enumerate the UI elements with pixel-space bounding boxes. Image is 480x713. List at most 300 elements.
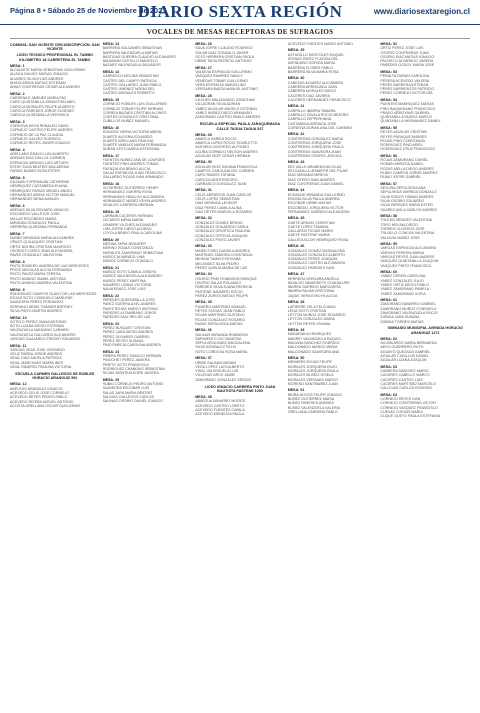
mesa-title: MESA: 42 <box>287 132 305 137</box>
mesa-title: MESA: 36 <box>195 328 212 333</box>
vocal-name: TRUJILLO CONCHA VALENTINA <box>380 231 435 236</box>
vocal-name: CALLEJAS CARLOS RODRIGO <box>380 386 433 391</box>
vocal-name: CONTRERAS JORQUERA JOSE <box>287 140 342 145</box>
vocal-name: VALENZUELA MANZANO CARMEN <box>10 328 69 333</box>
vocal-name: CARRILLO IBARRA TAMARA <box>287 108 336 113</box>
mesa-title: MESA: 47 <box>287 272 305 277</box>
vocal-name: GONZALEZ GOMEZ BRUNO <box>195 220 243 225</box>
vocal-name: CORTES GONZALEZ CRISTOBAL <box>102 115 160 120</box>
mesa-title: MESA: 58 <box>380 214 397 219</box>
vocal-name: SALINAS MIRANDA ROBINSON <box>195 332 248 337</box>
mesa-block <box>195 42 285 63</box>
vocal-name: LAPIERRE VELA FELICIANO <box>287 304 336 309</box>
vocal-name: ARIAS CONTRERAS CESAR ALEJANDRO <box>10 85 81 90</box>
vocal-name: SEPULVEDA BAEZ MAGDALENA <box>195 341 251 346</box>
vocal-name: PAVEZ GUERRA AXEL ANDRES <box>102 302 156 307</box>
mesa-block <box>10 176 100 202</box>
vocal-name: PINTO ANDINO ISABEL ANTONIA <box>10 276 66 281</box>
vocal-name: CORDOVA MOYA RENALDO DAVID <box>10 124 69 129</box>
mesa-block <box>288 48 378 74</box>
mesa-title: MESA: 12 <box>10 382 27 387</box>
mesa-block <box>380 242 470 268</box>
mesa-block <box>380 70 470 96</box>
vocal-name: NAVIA ERAZO JOSE LUIS <box>102 287 146 292</box>
vocal-name: HERNANDEZ GUERRA ROSA <box>102 190 153 195</box>
vocal-name: VARGAS VEAS JOSE GERARDO <box>10 347 65 352</box>
mesa-block <box>103 126 193 152</box>
vocal-name: ZUÑIGA TORRES MATIAS <box>380 319 424 324</box>
vocal-name: VILLAGRAN SILVA ADRIAN <box>195 102 241 107</box>
vocal-name: GAETE LOPEZ TAMARA <box>287 224 329 229</box>
column-4 <box>288 42 378 707</box>
vocal-name: PAREDES SILVA JUANA PATRICIA <box>195 285 253 290</box>
vocal-name: RODRIGUEZ CRUZ FRANCISCO <box>380 147 436 152</box>
vocal-name: ACUÑA ARCE MARIA BERNARDA <box>380 341 437 346</box>
vocal-name: PACHECO ALVARADO JAVIERA <box>380 59 434 64</box>
vocal-name: PERALTA DURAN CAROLINA <box>380 74 430 79</box>
vocal-name: MEDINA TAPIA JENNIFER <box>102 242 146 247</box>
vocal-name: AGUILAR ISOR DAYANA FRANCISCA <box>195 164 258 169</box>
vocal-name: LEYTON GONZALEZ MARIA <box>287 317 335 322</box>
vocal-name: REYES SOCIAS JUAN PABLO <box>195 308 246 313</box>
vocal-name: BARRERA FLORES PABLO <box>287 65 334 70</box>
vocal-name: SILVA GODOY FABIAN ANDRES <box>380 194 434 199</box>
mesa-title: MESA: 8 <box>10 259 25 264</box>
vocal-name: CORNEJO ROBLES LUIS GUILLERMO <box>102 102 167 107</box>
vocal-name: MADRID VALENZUELA RAQUEL <box>287 336 342 341</box>
vocal-name: CUBILLOS NUÑEZ MANUEL <box>102 119 150 124</box>
vocal-name: ALCAIASTE MARIA SEBASTIAN GUILLERMO <box>10 68 86 73</box>
mesa-title: MESA: 59 <box>380 242 397 247</box>
vocal-name: PEREZ ZURITA MATIAS FELIPE <box>195 293 249 298</box>
vocal-name: BAZAES VALENZUELA SALVADOR <box>102 63 161 68</box>
vocal-name: MARTINEZ ZAMORA CONSTANZA <box>195 252 253 257</box>
vocal-name: QUINTANILLA MUÑOZ MARCO <box>380 115 433 120</box>
vocal-name: DELGADILLA JENNIFER DEL PILAR <box>287 168 348 173</box>
mesa-block <box>103 210 193 236</box>
vocal-name: IBARRA GARRIDO MARGARITA <box>287 285 341 290</box>
vocal-name: VALDIVIA ESPINOZA GUILLERMO <box>195 69 253 74</box>
vocal-name: VILLEGAS ARCE JAIME <box>195 373 235 378</box>
vocal-name: ESTAY SILVA BEATRIZ MACARENA <box>10 164 69 169</box>
vocal-name: NUÑEZ VALENZUELA VALERIA <box>287 405 340 410</box>
vocal-name: ACEVEDO CASTRO LORETO <box>195 403 245 408</box>
vocal-name: MUÑOZ SOTO CAMILA JOSEFA <box>102 270 156 275</box>
vocal-name: PEREZ LARA DIEGO ANDRES <box>102 330 154 335</box>
vocal-name: LEMAIRE VILCHES ALEJANDRO <box>102 222 158 227</box>
vocal-name: CORDOVA DURAN ANA DEL CARMEN <box>287 125 352 130</box>
mesa-title: MESA: 18 <box>102 181 120 186</box>
vocal-name: CACERES DIAZ JAVIERA <box>287 93 331 98</box>
vocal-name: ACUÑA CORNEJO NELSON ANDRES <box>195 149 258 154</box>
vocal-name: IBARRA PALMA CRISTOBAL <box>287 289 335 294</box>
vocal-name: ALVAREZ SILVA ELIAS ANDRES <box>10 76 64 81</box>
vocal-name: NUÑEZ PAREDES ANDREA <box>287 401 334 406</box>
vocal-name: SUAREZ AVILA CARLOS ANDRES <box>380 207 438 212</box>
vocal-name: ROMAN ARRATIA DANIEL <box>380 162 424 167</box>
vocal-name: ORTIZ NOHRA CRISTIAN MAURICIO <box>10 244 72 249</box>
vocal-name: AGUILAR ISOR CESAR HERNAN <box>195 154 251 158</box>
vocal-name: CACERES CABELLO MARCO <box>380 373 430 378</box>
vocal-name: SALAS JARA MARIA BEATRIZ <box>102 390 153 395</box>
vocal-name: TOLEDO MENDEZ VALENTINA <box>380 218 432 223</box>
vocal-name: SALDIAS GALLEGOS CARLOS <box>102 394 155 399</box>
mesa-block <box>195 188 285 214</box>
vocal-name: HERNANDEZ ARAYA VICTOR MANUEL <box>10 192 76 197</box>
vocal-name: VALENZUELA GALLARDO ALEJANDRO <box>10 332 76 337</box>
vocal-name: ECHAGUE MIRANDA GUILLERMO <box>287 192 346 197</box>
vocal-name: NAVARRO LIZANA VICTORIA <box>102 282 152 287</box>
vocal-name: HENRIQUEZ FARIAS MIGUEL ANGEL <box>10 188 73 193</box>
vocal-name: PAVEZ ROJAS MARCO ANTONIO <box>102 306 159 311</box>
vocal-name: AEDO GUERRERO RUTH <box>380 345 424 350</box>
vocal-name: PIÑERA PEREZ IGNACIO HERNAN <box>102 353 162 358</box>
vocal-name: MENARES ROJAS FELIPE <box>287 360 332 365</box>
polling-location-heading: GIMNASIO MUNICIPAL AVENIDA HORACIO ARANGUIZ 1271 <box>387 326 463 335</box>
mesa-block <box>103 70 193 96</box>
vocal-name: CACERES CASTRO LUIS <box>380 377 423 382</box>
vocal-name: MUÑOZ CORNEJO GONZALO <box>102 259 153 264</box>
vocal-name: URIBE TAPIA PATRICIO ANTONIO <box>195 59 252 64</box>
mesa-title: MESA: 45 <box>287 216 305 221</box>
vocal-name: REYES PARAQUE ANDRES <box>380 134 427 139</box>
vocal-name: QUINTANILLA HERNANDEZ DANIEL <box>380 119 441 124</box>
mesa-title: MESA: 29 <box>195 132 212 137</box>
vocal-name: SOLAR DIAZ GONZALO JAVIER <box>195 50 249 55</box>
mesa-block <box>10 232 100 258</box>
vocal-name: DIAZ MIRANDA MIREYA <box>287 173 328 178</box>
vocal-name: ACEVEDO REYES PEDRO PABLO <box>10 395 68 400</box>
vocal-name: GUTIERREZ GUTIERREZ HENRY <box>102 186 159 191</box>
vocal-name: YAÑEZ AGUILAR ANGELO ESTEBAN <box>195 106 258 111</box>
vocal-name: HERRERA QUINTANA FERNANDA <box>10 225 68 230</box>
vocal-name: ROJAS GONZALEZ ROSARIO <box>195 317 246 322</box>
vocal-name: ORTIZ PEREZ JOSE LUIS <box>380 46 424 51</box>
vocal-name: SARMIENTO CID VANESSA <box>195 336 242 341</box>
mesa-block <box>195 94 285 120</box>
vocal-name: DIAZ PEREZ CAMILA ALINA <box>195 205 242 210</box>
vocal-name: PAREDES ALTAMIRANO JORGE <box>102 310 157 315</box>
mesa-title: MESA: 28 <box>195 93 212 98</box>
vocal-name: VERA ESPINOZA MARCELINO <box>195 82 247 87</box>
mesa-title: MESA: 35 <box>195 300 212 305</box>
mesa-title: MESA: 39 <box>287 48 305 53</box>
vocal-name: SOTO LIZANA DIEGO ESTEBAN <box>10 324 64 329</box>
mesa-block <box>380 154 470 180</box>
vocal-name: YAÑEZ NUÑEZ DIEGO ARMANDO <box>195 110 253 115</box>
vocal-name: ESCOBAR URIBE MATIAS <box>287 201 332 206</box>
vocal-name: RUBIO SEPULVEDA MATIAS <box>195 321 243 326</box>
vocal-name: ACOSTA ORELLANA OSCAR GUILLERMO <box>10 403 81 408</box>
mesa-title: MESA: 48 <box>287 300 305 305</box>
vocal-name: SOTO HERRERA CRISTIAN PAOLA <box>195 54 255 59</box>
mesa-block <box>195 356 285 382</box>
vocal-name: LEYTON MUÑOZ JOSE EDUARDO <box>287 313 346 318</box>
mesa-block <box>103 238 193 264</box>
mesa-title: MESA: 54 <box>380 97 397 102</box>
vocal-name: FERNANDEZ GARRIDO ALEJANDRA <box>287 209 350 214</box>
vocal-name: FUENTES PINO ANDRES TOMAS <box>102 162 159 167</box>
mesa-block <box>10 64 100 90</box>
vocal-name: CASTRO GALLARDO JUAN PABLO <box>102 82 162 87</box>
vocal-name: ROJAS MONTEALEGRE JAVIERA <box>102 371 159 376</box>
mesa-block <box>288 76 378 102</box>
polling-location-heading: COMUNA: SAN VICENTE CIRCUNSCRIPCIÓN: SAN VICENTE <box>10 42 100 51</box>
vocal-name: ROZAS MELLA DIEGO ANDRES <box>380 166 434 171</box>
vocal-name: MILLAS ESCOBEDO MARIA <box>10 216 57 221</box>
mesa-title: MESA: 50 <box>287 356 305 361</box>
vocal-name: AVENDAÑO GORIGA MARIA <box>287 61 336 66</box>
mesa-block <box>103 294 193 320</box>
mesa-title: MESA: 32 <box>195 216 212 221</box>
vocal-name: AGUILAR LIZANA JOAQUIN <box>380 358 427 363</box>
vocal-name: OPAZO QUILAQUEO CRISTIAN <box>10 240 63 245</box>
mesa-block <box>288 188 378 214</box>
mesa-block <box>380 126 470 152</box>
mesa-title: MESA: 63 <box>380 364 397 369</box>
vocal-name: PINTO ROMERO ANDREA DE LAS MERCEDES <box>10 263 89 268</box>
mesa-block <box>195 133 285 159</box>
vocal-name: CONTRERAS GONZALEZ MARIA <box>287 136 344 141</box>
vocal-name: PRICE MAYOLAS ALICIA FERNANDA <box>10 268 72 273</box>
vocal-name: BARRERA VALENZUELA MATIAS <box>102 50 158 55</box>
vocal-name: ESCOBEDO VALLEJOS JOSE <box>10 212 60 217</box>
vocal-name: MAGAÑA SANCHEZ RODRIGO <box>287 341 340 346</box>
mesa-block <box>10 260 100 286</box>
mesa-block <box>103 42 193 68</box>
vocal-name: CABRERA SANCHEZ MARIO <box>380 369 429 374</box>
vocal-name: ROJAS ZAMORANO DANIEL <box>380 158 429 163</box>
mesa-block <box>103 154 193 180</box>
mesa-title: MESA: 11 <box>10 343 27 348</box>
vocal-name: SILVA PINTO MARTIN ANDRES <box>10 309 62 314</box>
vocal-name: DEL VALLE ARANEDA NICOLAS <box>287 164 342 169</box>
vocal-name: MARIN TORO DANIELA ANDREA <box>195 248 250 253</box>
vocal-name: SERRANO ARIAS THAINER BRITNEY <box>10 304 73 309</box>
mesa-title: MESA: 60 <box>380 270 397 275</box>
vocal-name: HERNANDEZ MENA MANUEL <box>10 197 60 202</box>
vocal-name: RODRIGUEZ PINO ARIEL <box>380 143 423 148</box>
vocal-name: ACEVEDO CELIS JOSE CORNELIO <box>10 390 70 395</box>
vocal-name: CORNEJO TOBAR FELIPE HERNAN <box>102 106 163 111</box>
mesa-block <box>195 300 285 326</box>
vocal-name: CARRASCO GONZALEZ JUAN <box>195 181 247 186</box>
vocal-name: SALINAS OSORIO DANIEL IGNACIO <box>102 399 164 404</box>
vocal-name: CABEZAS ALVAREZ ALEJANDRA <box>287 80 344 85</box>
vocal-name: GALAZ ESPINOZA JUAN FRANCISCO <box>102 171 166 176</box>
vocal-name: ZAMORANO CASTRO PABLO ANDRES <box>195 115 261 120</box>
mesa-block <box>288 160 378 186</box>
mesa-block <box>380 42 470 68</box>
vocal-name: CASTRO JIMENEZ NOEMI DEL <box>102 87 155 92</box>
vocal-name: ARELLANO BRAVO LUIS ALBERTO <box>10 152 69 157</box>
vocal-name: BAUMANN CASTILLO MARCELO <box>102 59 158 64</box>
vocal-name: GONZALEZ PINTO JAVIER <box>195 237 240 242</box>
vocal-name: ARENAS DIAZ DALLOL CARMEN <box>10 156 66 161</box>
vocal-name: CORREA BAZAES CRISTIAN ALONSO <box>102 110 167 115</box>
mesa-title: MESA: 38 <box>195 395 212 400</box>
mesa-title: MESA: 24 <box>102 349 120 354</box>
vocal-name: ACEVEDO MENDOZA PAULA <box>195 412 245 417</box>
mesa-block <box>380 298 470 324</box>
vocal-name: BARRERA GALDAMES SEBASTIAN <box>102 46 162 51</box>
vocal-name: HERNANDEZ NUÑEZ KEVIN ANDRES <box>102 199 166 204</box>
vocal-name: ROJAS MARTINEZ GUSTAVO <box>195 313 245 318</box>
vocal-name: CORNEJO CONTRERAS VICTOR <box>380 401 437 406</box>
vocal-name: VALDIVIA NUÑEZ JOSE <box>380 235 420 240</box>
vocal-name: ABELEDO ARANGUIZ IGNACIO <box>10 386 63 391</box>
vocal-name: VILCHES MALDONADO JONATHAN <box>195 97 255 102</box>
vocal-name: LECAROS MENA MARIA <box>102 218 144 223</box>
vocal-name: ZAMORANO MUÑOZ CONSUELO <box>380 306 437 311</box>
vocal-name: PAREDES DIAZ IRIS DE LAS <box>102 315 151 320</box>
vocal-name: ACEVEDO FUENTES CAMILA <box>195 408 245 413</box>
mesa-block <box>288 104 378 130</box>
divider <box>10 38 470 39</box>
mesa-title: MESA: 53 <box>380 69 397 74</box>
vocal-name: GONZALEZ GOMEZ MAGDALENA <box>287 248 345 253</box>
column-5 <box>380 42 470 707</box>
vocal-name: MUÑOZ ALVARADO LINA <box>102 254 145 259</box>
vocal-name: PINTO PAVEZ MARIA TERESA <box>10 272 61 277</box>
vocal-name: ESCOBEDO JORQUERA VICTOR <box>287 205 344 210</box>
vocal-name: PEREZ QUINTA MARIA DE LAS <box>195 265 248 270</box>
vocal-name: MUÑOZ VALENZUELA ALEJANDRO <box>102 274 163 279</box>
page-date: Página 8 • Sábado 25 de Noviembre de 2023 <box>10 6 167 15</box>
vocal-name: ASTUDILLO MOSTOLES RAQUEL <box>287 52 345 57</box>
vocal-name: JAQUE VERA EVELYN ALICIA <box>287 293 338 298</box>
vocal-name: PAREDES GODOY MARIA JOSE <box>380 63 435 68</box>
vocal-name: MORALES MUÑOZ GISELA <box>287 373 334 378</box>
vocal-name: VEGA LOPEZ LUIS ALBERTO <box>195 364 245 369</box>
polling-location-heading: LICEO TECNICO PROFESIONAL EL TAMBO KILOMETRO 18 CARRETERA EL TAMBO <box>16 53 93 62</box>
vocal-name: ZAMORANO VALENZUELA ROCIO <box>380 310 438 315</box>
vocal-name: RUBIO CORNEJO PEDRO ANTONIO <box>102 381 164 386</box>
mesa-block <box>288 388 378 414</box>
mesa-title: MESA: 55 <box>380 125 397 130</box>
vocal-name: DUQUE GUSTO PAULA ESTEFANIA <box>380 414 441 419</box>
mesa-title: MESA: 9 <box>10 287 25 292</box>
vocal-name: GALLARDO ROJAS IVAN ARMANDO <box>102 175 164 180</box>
vocal-name: FUENTES NUÑEZ ANA DE LOURDES <box>102 158 166 163</box>
mesa-title: MESA: 21 <box>102 265 120 270</box>
mesa-title: MESA: 23 <box>102 321 120 326</box>
website-link[interactable]: www.diariosextaregion.cl <box>373 7 470 16</box>
vocal-name: ABARZUA NAVARRO MOISES <box>195 399 246 404</box>
mesa-title: MESA: 61 <box>380 298 397 303</box>
vocal-name: CARDENAS JIMENEZ MARIA PAZ <box>10 96 67 101</box>
mesa-block <box>10 382 100 408</box>
mesa-block <box>10 288 100 314</box>
mesa-title: MESA: 14 <box>102 69 120 74</box>
vocal-name: PINOCHET PEREZ JAVIERA <box>102 358 150 363</box>
vocal-name: ZUÑIGA JARA SUSANA <box>380 315 420 320</box>
vocal-name: SOTELO PEREZ DIANA ANTONIO <box>10 319 67 324</box>
vocal-name: CARRASCO MOLINA SEBASTIAN <box>102 74 159 79</box>
vocal-name: OSORIO DIAZ MATIAS IGNACIO <box>380 54 435 59</box>
column-1 <box>10 42 100 707</box>
vocal-name: ROJAS PINO CONSTANZA <box>380 138 426 143</box>
vocal-name: VASQUEZ PINTO FRANCISCO <box>380 263 432 268</box>
mesa-block <box>103 98 193 124</box>
vocal-name: ACEVEDO ACEVEDO ALFONSO <box>195 145 250 150</box>
mesa-title: MESA: 22 <box>102 293 120 298</box>
vocal-name: NUÑEZ MIRANDA MARIA ALEJANDRA <box>10 235 74 240</box>
vocal-name: PAVEZ GONZALEZ VALENTINA <box>10 253 63 258</box>
vocal-name: CARO RAMOS TATIANA <box>195 173 236 178</box>
vocal-name: DIAZ REYES MARCELA ROSARIO <box>195 209 253 214</box>
column-3 <box>195 42 285 707</box>
vocal-name: ATENAS PAVEZ PLACIDA DEL <box>287 57 339 62</box>
mesa-title: MESA: 64 <box>380 392 397 397</box>
vocal-name: YAÑEZ CERON CAROLINA <box>380 274 426 279</box>
vocal-name: ARENAS SILVA RICHARD IGNACIO <box>10 207 69 212</box>
mesa-title: MESA: 33 <box>195 244 212 249</box>
vocal-name: GONZALEZ PEREZ JOAQUIN <box>287 257 338 262</box>
vocal-name: VELIZ PARRA JORGE ANDRES <box>10 352 63 357</box>
vocal-name: GALLARDO ROJAS MARIO <box>287 229 334 234</box>
mesa-block <box>380 365 470 391</box>
vocal-name: PEREZ BARRERA ESTEBAN <box>380 82 429 87</box>
vocal-name: CABRERA ARRIAGADA JUAN <box>287 85 338 90</box>
vocal-name: PAREDES QUERUBALLA JOSE <box>102 298 155 303</box>
mesa-title: MESA: 2 <box>10 91 25 96</box>
vocal-name: FUENZALIDA BRAVO ALICIA <box>102 166 151 171</box>
mesa-block <box>288 42 378 46</box>
mesa-block <box>10 120 100 146</box>
mesa-title: MESA: 20 <box>102 237 120 242</box>
mesa-block <box>103 266 193 292</box>
vocal-name: LARRAIN CACERES HERNAN <box>102 214 153 219</box>
vocal-name: CELIS ARRIEROS JUAN CARLOS <box>195 192 252 197</box>
mesa-title: MESA: 16 <box>102 125 120 130</box>
vocal-name: VIDAL MARCHANT MARIA INES <box>10 360 64 365</box>
vocal-name: DIAZ OTERO IVAN ANDRES <box>287 177 335 182</box>
vocal-name: YAÑEZ ZAMORANO PAMELA <box>380 287 430 292</box>
mesa-title: MESA: 3 <box>10 119 25 124</box>
vocal-name: PUENTES MANRIQUEZ MATIAS <box>380 102 435 107</box>
vocal-name: PEREZ BARRIENTOS PATRICIO <box>380 87 435 92</box>
vocal-name: URIBE SALINAS MIRIAN <box>195 360 236 365</box>
vocal-name: GAETE PASTENE MARIA <box>287 233 330 238</box>
mesa-title: MESA: 57 <box>380 181 397 186</box>
vocal-name: ACEVEDO FUENTES MARIO ANTONIO <box>287 42 354 46</box>
vocal-name: MERINO ROJAS CONSTANZA <box>102 246 153 251</box>
mesa-title: MESA: 17 <box>102 153 120 158</box>
columns-container <box>10 42 470 707</box>
vocal-name: GUZMAN TORREALBA CATHERINE <box>10 179 70 184</box>
vocal-name: HENRIQUEZ CASTAÑEDA ELIANA <box>10 184 68 189</box>
vocal-name: CAMPOS CAROLINA DEL CARMEN <box>195 169 255 174</box>
vocal-name: PEREZ CORNEJO VICTOR DEL <box>380 91 434 96</box>
vocal-name: DURAN SOTO MARIA ESTEFANIA <box>102 147 160 152</box>
vocal-name: ACEVEDO RIVERA MIGUEL ANTONIO <box>10 399 74 404</box>
mesa-block <box>10 92 100 118</box>
mesa-block <box>10 148 100 174</box>
mesa-block <box>380 337 470 363</box>
mesa-title: MESA: 43 <box>287 160 305 165</box>
vocal-name: ZAMORANO GONZALEZ SERGIO <box>195 377 252 382</box>
vocal-name: SAAVEDRA ESCOBAR LUIS <box>102 386 150 391</box>
vocal-name: LEYTON REYES VIVIANA <box>287 321 331 326</box>
vocal-name: SEGURA SEPULVEDA ANA <box>380 186 426 191</box>
mesa-title: MESA: 6 <box>10 203 25 208</box>
vocal-name: ROJAS SOTO CONSUELO MARLENE <box>10 296 73 301</box>
vocal-name: VENEGAS TOBAR GUILLERMO <box>195 78 248 83</box>
mesa-block <box>380 393 470 419</box>
vocal-name: PEREZ OLIVARES GABRIEL <box>102 334 150 339</box>
vocal-name: CAROCA PAREDES JORGE EUGENIO <box>10 108 75 113</box>
